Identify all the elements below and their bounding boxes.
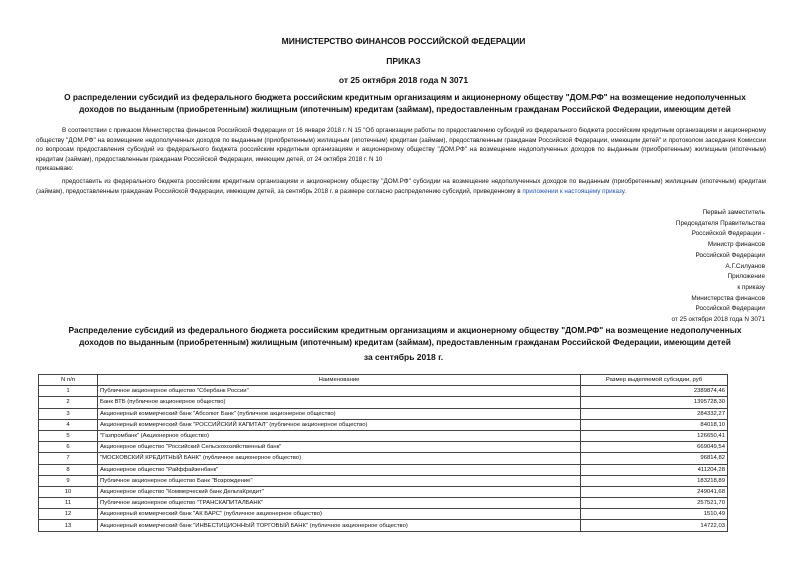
appendix-link[interactable]: приложении к настоящему приказу bbox=[522, 187, 625, 195]
row-bank-name: Акционерный коммерческий банк "Абсолют Банк" (публичное акционерное общество) bbox=[98, 408, 581, 419]
row-amount: 249041,68 bbox=[581, 486, 728, 497]
signature-line: Первый заместитель bbox=[702, 209, 765, 216]
row-bank-name: "МОСКОВСКИЙ КРЕДИТНЫЙ БАНК" (публичное акционерное общество) bbox=[98, 453, 581, 464]
row-number: 10 bbox=[39, 486, 98, 497]
row-amount: 1395728,30 bbox=[581, 397, 728, 408]
appendix-line: Министерства финансов bbox=[691, 294, 765, 302]
table-row bbox=[39, 486, 728, 497]
row-bank-name: Акционерный коммерческий банк "ИНВЕСТИЦИОННЫЙ ТОРГОВЫЙ БАНК" (публичное акционерное общество) bbox=[98, 520, 581, 531]
table-row bbox=[39, 386, 728, 397]
table-row bbox=[39, 453, 728, 464]
row-bank-name: Акционерное общество "Коммерческий банк ДельтаКредит" bbox=[98, 486, 581, 497]
subsidy-table bbox=[38, 374, 728, 532]
signature-line: Российской Федерации bbox=[695, 251, 765, 259]
row-number: 9 bbox=[39, 475, 98, 486]
row-bank-name: Акционерное общество "Райффайзенбанк" bbox=[98, 464, 581, 475]
row-amount: 284332,27 bbox=[581, 408, 728, 419]
order-paragraph bbox=[36, 177, 766, 196]
table-row bbox=[39, 419, 728, 430]
ministry-heading: МИНИСТЕРСТВО ФИНАНСОВ РОССИЙСКОЙ ФЕДЕРАЦИИ bbox=[281, 36, 526, 46]
row-bank-name: Публичное акционерное общество Банк "Возрождение" bbox=[98, 475, 581, 486]
row-amount: 96814,82 bbox=[581, 453, 728, 464]
row-amount: 411204,28 bbox=[581, 464, 728, 475]
table-row bbox=[39, 464, 728, 475]
row-bank-name: Акционерный коммерческий банк "АК БАРС" (публичное акционерное общество) bbox=[98, 509, 581, 520]
row-number: 1 bbox=[39, 386, 98, 397]
doc-type-heading: ПРИКАЗ bbox=[386, 56, 421, 66]
table-row bbox=[39, 442, 728, 453]
row-amount: 84018,10 bbox=[581, 419, 728, 430]
row-amount: 126650,41 bbox=[581, 430, 728, 441]
order-text-end: . bbox=[624, 187, 626, 195]
order-text: предоставить из федерального бюджета российским кредитным организациям и акционерному обществу "ДОМ.РФ" субсидии на возмещение недополученных доходов по выданным (приобретенным) жилищным (ипотечным) кредитам (займам), предоставленным гражданам Российской Федерации, имеющим детей, за сентябрь 2018 г. в размере согласно распределению субсидий, приведенному в bbox=[36, 178, 766, 195]
row-bank-name: Публичное акционерное общество "Сбербанк России" bbox=[98, 386, 581, 397]
col-header-amount: Размер выделяемой субсидии, руб bbox=[581, 375, 728, 386]
table-row bbox=[39, 509, 728, 520]
table-header-row bbox=[39, 375, 728, 386]
row-amount: 669049,54 bbox=[581, 442, 728, 453]
row-number: 5 bbox=[39, 430, 98, 441]
signature-block bbox=[595, 208, 765, 326]
row-bank-name: Акционерное общество "Российский Сельскохозяйственный банк" bbox=[98, 442, 581, 453]
table-row bbox=[39, 475, 728, 486]
row-number: 3 bbox=[39, 408, 98, 419]
row-bank-name: Банк ВТБ (публичное акционерное общество) bbox=[98, 397, 581, 408]
appendix-line: Приложение bbox=[727, 273, 765, 281]
signature-line: Председателя Правительства bbox=[675, 219, 765, 227]
row-number: 13 bbox=[39, 520, 98, 531]
col-header-name: Наименование bbox=[98, 375, 581, 386]
appendix-period: за сентябрь 2018 г. bbox=[363, 352, 444, 362]
row-amount: 1510,49 bbox=[581, 509, 728, 520]
row-bank-name: "Газпромбанк" (Акционерное общество) bbox=[98, 430, 581, 441]
row-amount: 183218,89 bbox=[581, 475, 728, 486]
table-row bbox=[39, 520, 728, 531]
appendix-line: от 25 октября 2018 года N 3071 bbox=[671, 316, 765, 324]
appendix-line: к приказу bbox=[737, 283, 765, 291]
signature-line: Российской Федерации - bbox=[691, 230, 765, 238]
row-number: 4 bbox=[39, 419, 98, 430]
row-number: 8 bbox=[39, 464, 98, 475]
row-amount: 2389874,46 bbox=[581, 386, 728, 397]
order-title: О распределении субсидий из федерального бюджета российским кредитным организациям и акционерному обществу "ДОМ.РФ" на возмещение недополученных доходов по выданным (приобретенным) жилищным (ипотечным) кредитам (займам), предоставленным гражданам Российской Федерации, имеющим детей bbox=[64, 92, 746, 114]
row-amount: 14722,03 bbox=[581, 520, 728, 531]
signature-line: Министр финансов bbox=[707, 241, 765, 249]
table-row bbox=[39, 498, 728, 509]
row-amount: 257521,70 bbox=[581, 498, 728, 509]
col-header-number: N п/п bbox=[39, 375, 98, 386]
table-row bbox=[39, 397, 728, 408]
appendix-title: Распределение субсидий из федерального бюджета российским кредитным организациям и акционерному обществу "ДОМ.РФ" на возмещение недополученных доходов по выданным (приобретенным) жилищным (ипотечным) кредитам (займам), предоставленным гражданам Российской Федерации, имеющим детей bbox=[68, 325, 742, 347]
signature-name: А.Г.Силуанов bbox=[725, 262, 765, 270]
preamble-text: В соответствии с приказом Министерства финансов Российской Федерации от 16 января 2018 г. N 15 "Об организации работы по предоставлению субсидий из федерального бюджета российским кредитным организациям и акционерному обществу "ДОМ.РФ" на возмещение недополученных доходов по выданным (приобретенным) жилищным (ипотечным) кредитам (займам), предоставленным гражданам Российской Федерации, имеющим детей" и протоколом заседания Комиссии по вопросам предоставления субсидий из федерального бюджета российским кредитным организациям и акционерному обществу "ДОМ.РФ" на возмещение недополученных доходов по выданным (приобретенным) жилищным (ипотечным) кредитам (займам), предоставленным гражданам Российской Федерации, имеющим детей, от 24 октября 2018 г. N 10 bbox=[36, 127, 766, 163]
row-number: 12 bbox=[39, 509, 98, 520]
row-number: 11 bbox=[39, 498, 98, 509]
order-date-number: от 25 октября 2018 года N 3071 bbox=[338, 75, 469, 85]
row-number: 6 bbox=[39, 442, 98, 453]
row-number: 2 bbox=[39, 397, 98, 408]
row-bank-name: Акционерный коммерческий банк "РОССИЙСКИЙ КАПИТАЛ" (публичное акционерное общество) bbox=[98, 419, 581, 430]
table-row bbox=[39, 430, 728, 441]
row-bank-name: Публичное акционерное общество "ТРАНСКАПИТАЛБАНК" bbox=[98, 498, 581, 509]
order-verb: приказываю: bbox=[36, 165, 74, 173]
row-number: 7 bbox=[39, 453, 98, 464]
preamble-paragraph bbox=[36, 126, 766, 174]
table-row bbox=[39, 408, 728, 419]
appendix-line: Российской Федерации bbox=[695, 305, 765, 313]
